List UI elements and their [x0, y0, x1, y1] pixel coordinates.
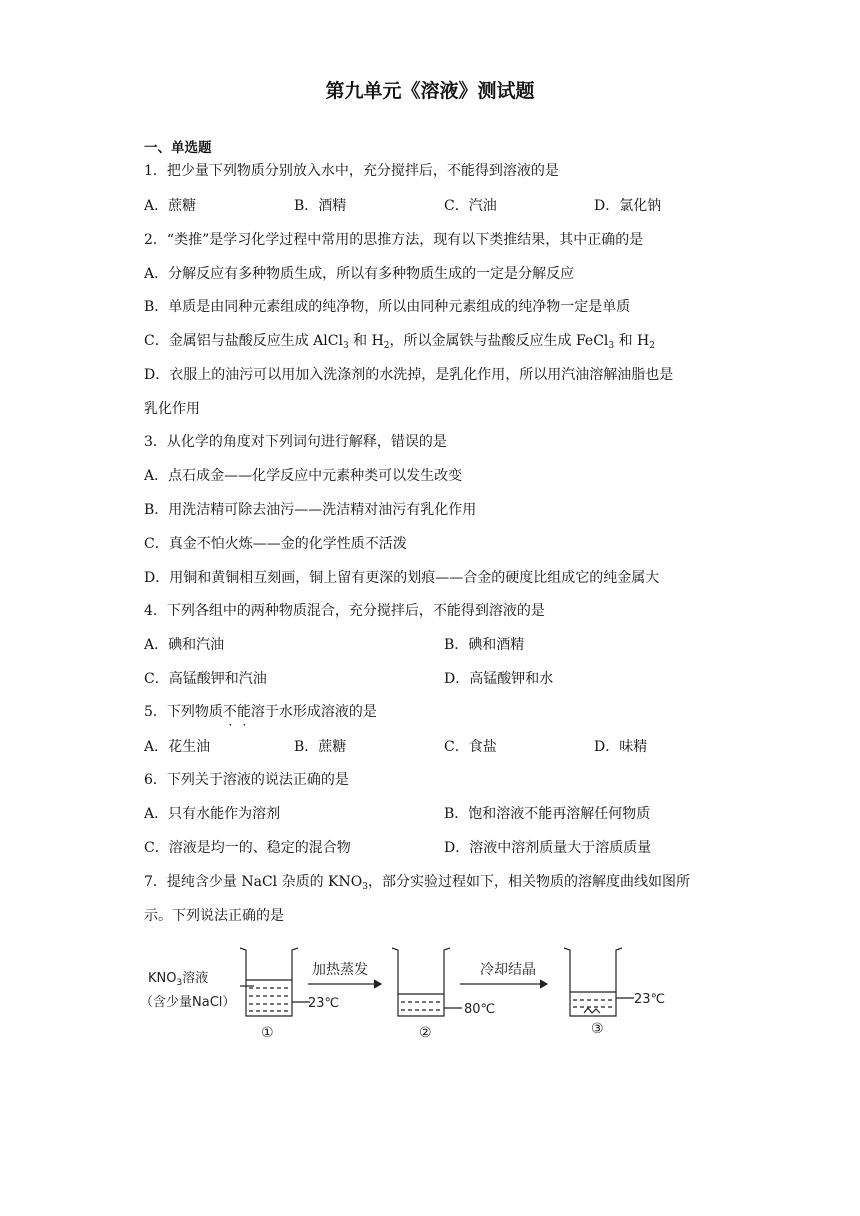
section-heading: 一、单选题 [144, 140, 212, 156]
q3-option-a: A．点石成金——化学反应中元素种类可以发生改变 [144, 468, 463, 484]
q5-option-a: A．花生油 [144, 739, 211, 755]
q4-option-a: A．碘和汽油 [144, 637, 225, 653]
question-1-stem: 1．把少量下列物质分别放入水中，充分搅拌后，不能得到溶液的是 [144, 163, 559, 179]
label-nacl: （含少量NaCl） [140, 995, 236, 1010]
question-7-stem-cont: 示。下列说法正确的是 [144, 908, 284, 924]
q2-option-d-cont: 乳化作用 [144, 401, 200, 417]
q3-option-d: D．用铜和黄铜相互刻画，铜上留有更深的划痕——合金的硬度比组成它的纯金属大 [144, 570, 660, 586]
page-title: 第九单元《溶液》测试题 [325, 80, 535, 102]
question-4-stem: 4．下列各组中的两种物质混合，充分搅拌后，不能得到溶液的是 [144, 603, 545, 619]
q6-option-c: C．溶液是均一的、稳定的混合物 [144, 840, 351, 856]
label-cool-crystallize: 冷却结晶 [480, 962, 536, 978]
question-7-stem: 7．提纯含少量 NaCl 杂质的 $KNO_3$，部分实验过程如下，相关物质的溶解度曲线如图所 [144, 874, 690, 892]
q6-option-b: B．饱和溶液不能再溶解任何物质 [444, 806, 651, 822]
q6-option-a: A．只有水能作为溶剂 [144, 806, 281, 822]
q5-option-b: B．蔗糖 [294, 739, 347, 755]
experiment-figure [140, 940, 700, 1050]
q1-option-c: C．汽油 [444, 198, 497, 214]
label-heat-evaporate: 加热蒸发 [312, 962, 368, 978]
q2-option-c: C．金属铝与盐酸反应生成 AlCl$_3$ 和 $H_2$，所以金属铁与盐酸反应生成 FeCl$_3$ 和 $H_2$ [144, 333, 655, 351]
q3-option-c: C．真金不怕火炼——金的化学性质不活泼 [144, 536, 407, 552]
q4-option-d: D．高锰酸钾和水 [444, 671, 554, 687]
beaker-1 [240, 948, 310, 1016]
q1-option-a: A．蔗糖 [144, 198, 197, 214]
q2-option-a: A．分解反应有多种物质生成，所以有多种物质生成的一定是分解反应 [144, 266, 575, 282]
q2-option-b: B．单质是由同种元素组成的纯净物，所以由同种元素组成的纯净物一定是单质 [144, 299, 631, 315]
q5-option-d: D．味精 [594, 739, 648, 755]
number-3: ③ [591, 1021, 604, 1037]
arrow-2 [460, 980, 547, 988]
beaker-2 [392, 948, 462, 1016]
question-6-stem: 6．下列关于溶液的说法正确的是 [144, 772, 349, 788]
q2-option-d: D．衣服上的油污可以用加入洗涤剂的水洗掉，是乳化作用，所以用汽油溶解油脂也是 [144, 367, 674, 383]
question-3-stem: 3．从化学的角度对下列词句进行解释，错误的是 [144, 434, 447, 450]
q3-option-b: B．用洗洁精可除去油污——洗洁精对油污有乳化作用 [144, 502, 477, 518]
question-5-stem: 5．下列物质不能溶于水形成溶液的是 [144, 704, 377, 720]
arrow-1 [308, 980, 381, 988]
q5-option-c: C．食盐 [444, 739, 497, 755]
q1-option-d: D．氯化钠 [594, 198, 662, 214]
number-1: ① [261, 1025, 274, 1041]
temp-3: 23℃ [634, 992, 666, 1007]
q1-option-b: B．酒精 [294, 198, 347, 214]
beaker-3 [564, 948, 634, 1016]
q4-option-b: B．碘和酒精 [444, 637, 525, 653]
temp-1: 23℃ [308, 996, 340, 1011]
number-2: ② [419, 1025, 432, 1041]
q6-option-d: D．溶液中溶剂质量大于溶质质量 [444, 840, 652, 856]
question-2-stem: 2．“类推”是学习化学过程中常用的思推方法，现有以下类推结果，其中正确的是 [144, 232, 644, 248]
label-kno3: $KNO_3$溶液 [148, 971, 209, 988]
q4-option-c: C．高锰酸钾和汽油 [144, 671, 267, 687]
temp-2: 80℃ [464, 1002, 496, 1017]
